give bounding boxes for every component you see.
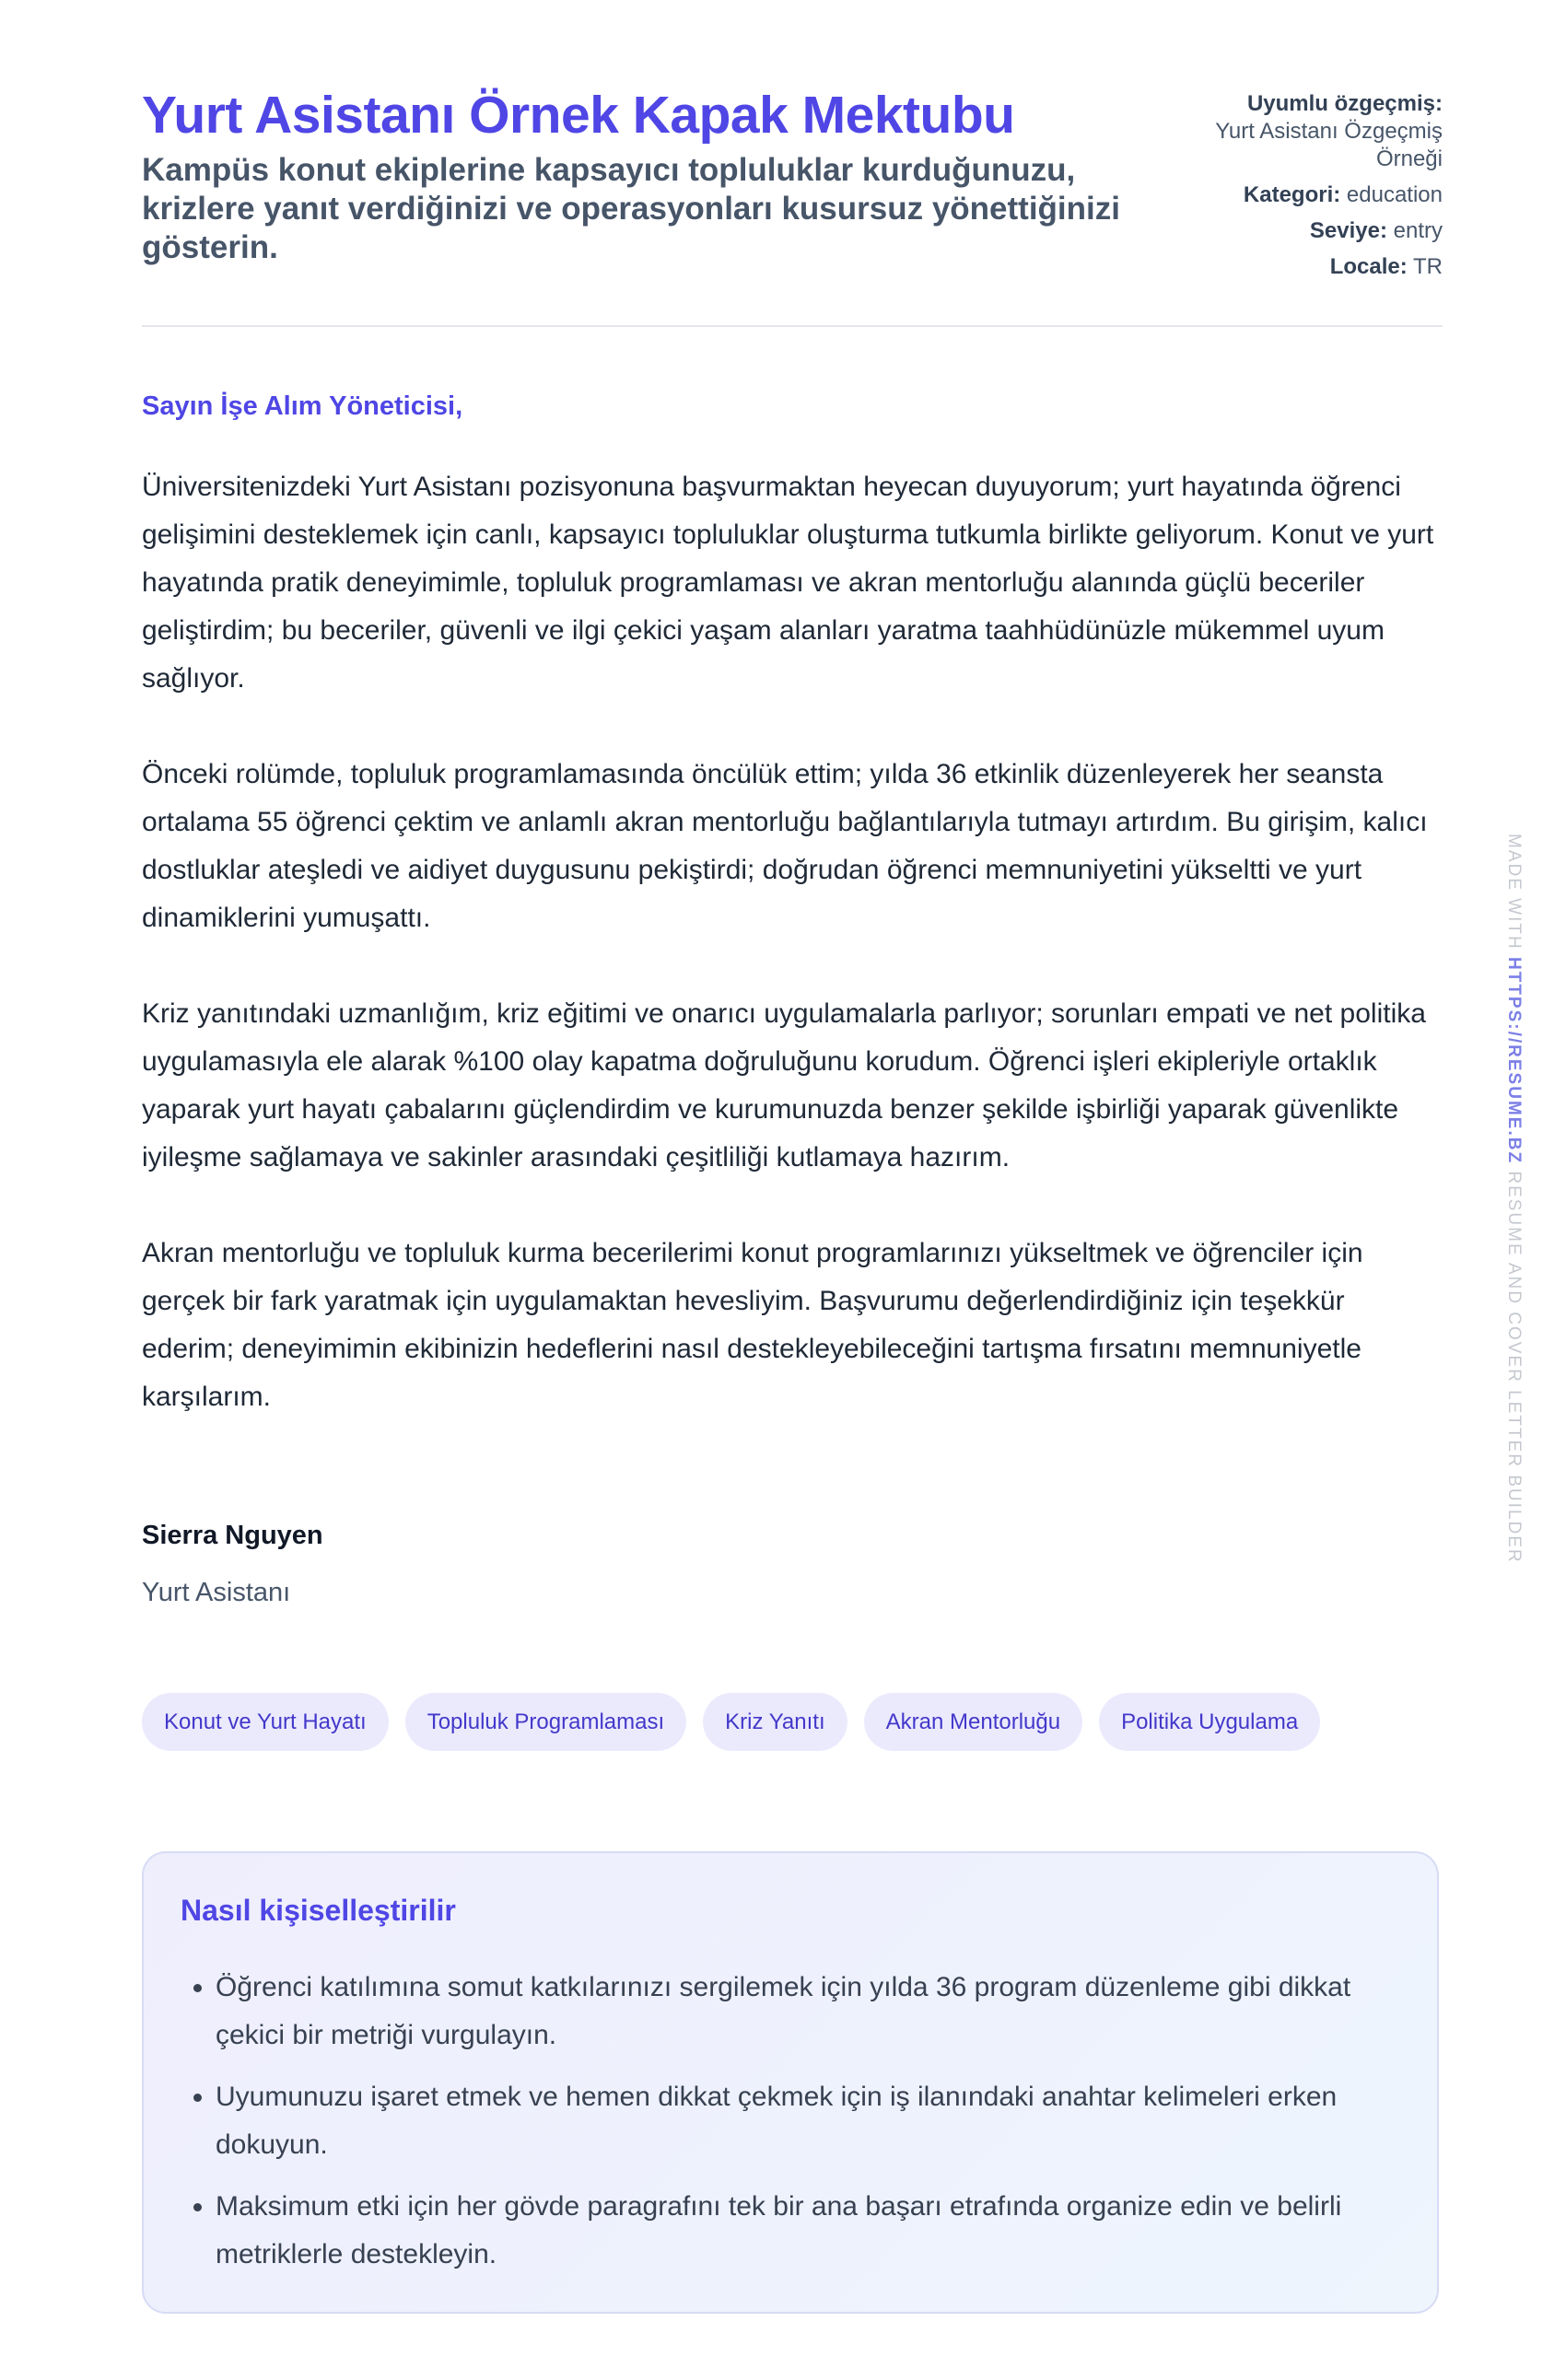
watermark [1503,834,1524,1564]
meta-locale-value: TR [1413,254,1443,279]
page-title: Yurt Asistanı Örnek Kapak Mektubu [142,86,1015,145]
page-header [142,0,1443,327]
meta-resume [1166,90,1443,173]
meta-category-value: education [1346,182,1443,207]
skill-tag: Topluluk Programlaması [405,1693,686,1751]
tips-list [181,1964,1395,2292]
watermark-prefix: MADE WITH [1504,834,1524,951]
paragraph: Kriz yanıtındaki uzmanlığım, kriz eğitimi ve onarıcı uygulamalarla parlıyor; sorunları empati ve net politika uygulamasıyla ele alarak %100 olay kapatma doğruluğunu korudum. Öğrenci işleri ekipleriyle ortaklık yaparak yurt hayatı çabalarını güçlendirdim ve kurumunuzda benzer şekilde işbirliği yaparak güvenlikte iyileşme sağlamaya ve sakinler arasındaki çeşitliliği kutlamaya hazırım. [142,998,1426,1172]
watermark-suffix: RESUME AND COVER LETTER BUILDER [1504,1171,1524,1564]
meta-category [1166,181,1443,209]
meta-locale-label: Locale: [1329,254,1408,279]
skill-tag: Akran Mentorluğu [864,1693,1082,1751]
page-subtitle: Kampüs konut ekiplerine kapsayıcı topluluklar kurduğunuzu, krizlere yanıt verdiğinizi ve operasyonları kusursuz yönettiğinizi gösterin. [142,152,1120,265]
watermark-link[interactable]: HTTPS://RESUME.BZ [1504,957,1524,1165]
tip-item: • Maksimum etki için her gövde paragrafını tek bir ana başarı etrafında organize edin ve belirli metriklerle destekleyin. [216,2183,1395,2279]
cover-letter-page [142,0,1443,2269]
paragraph: Akran mentorluğu ve topluluk kurma becerilerimi konut programlarınızı yükseltmek ve öğrenciler için gerçek bir fark yaratmak için uygulamaktan hevesliyim. Başvurumu değerlendirdiğiniz için teşekkür ederim; deneyimimin ekibinizin hedeflerini nasıl destekleyebileceğini tartışma fırsatını memnuniyetle karşılarım. [142,1238,1363,1412]
meta-resume-value: Yurt Asistanı Özgeçmiş Örneği [1215,119,1443,171]
skill-tag: Kriz Yanıtı [703,1693,847,1751]
meta-level [1166,217,1443,245]
signature-name: Sierra Nguyen [142,1521,323,1550]
paragraph: Üniversitenizdeki Yurt Asistanı pozisyonuna başvurmaktan heyecan duyuyorum; yurt hayatında öğrenci gelişimini desteklemek için canlı, kapsayıcı topluluklar oluşturma tutkumla birlikte geliyorum. Konut ve yurt hayatında pratik deneyimimle, topluluk programlaması ve akran mentorluğu alanında güçlü beceriler geliştirdim; bu beceriler, güvenli ve ilgi çekici yaşam alanları yaratma taahhüdünüzle mükemmel uyum sağlıyor. [142,472,1434,694]
meta-locale [1166,253,1443,281]
tip-item: • Öğrenci katılımına somut katkılarınızı sergilemek için yılda 36 program düzenleme gibi dikkat çekici bir metriği vurgulayın. [216,1964,1395,2059]
meta-category-label: Kategori: [1243,182,1341,207]
skill-tag: Konut ve Yurt Hayatı [142,1693,389,1751]
paragraph: Önceki rolümde, topluluk programlamasında öncülük ettim; yılda 36 etkinlik düzenleyerek her seansta ortalama 55 öğrenci çektim ve anlamlı akran mentorluğu bağlantılarıyla tutmayı artırdım. Bu girişim, kalıcı dostluklar ateşledi ve aidiyet duygusunu pekiştirdi; doğrudan öğrenci memnuniyetini yükseltti ve yurt dinamiklerini yumuşattı. [142,759,1428,933]
meta-level-value: entry [1393,218,1443,243]
tip-item: • Uyumunuzu işaret etmek ve hemen dikkat çekmek için iş ilanındaki anahtar kelimeleri erken dokuyun. [216,2073,1395,2169]
skill-tag: Politika Uygulama [1099,1693,1320,1751]
tips-heading: Nasıl kişiselleştirilir [181,1894,456,1927]
signature-title: Yurt Asistanı [142,1578,291,1607]
meta-info [1166,90,1443,289]
tips-box [142,1851,1439,2314]
meta-level-label: Seviye: [1309,218,1387,243]
salutation: Sayın İşe Alım Yöneticisi, [142,391,463,421]
letter-body [142,463,1443,1469]
meta-resume-label: Uyumlu özgeçmiş: [1246,91,1443,116]
skill-tags [142,1693,1320,1751]
